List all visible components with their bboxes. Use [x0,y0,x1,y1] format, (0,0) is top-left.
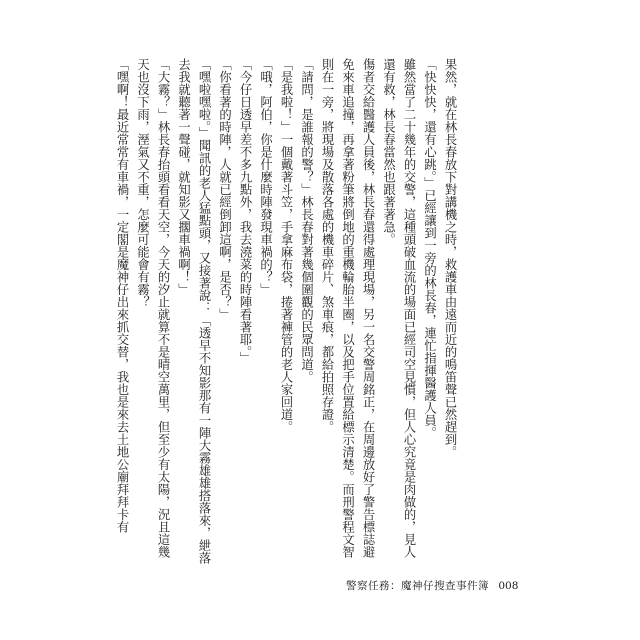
paragraph-1: 果然，就在林長春放下對講機之時，救護車由遠而近的鳴笛聲已然趕到。 [443,58,457,458]
paragraph-8: 「今仔日透早差不多九點外，我去澆菜的時陣看著耶。」 [238,58,252,365]
paragraph-5: 「請問，是誰報的警？」林長春對著幾個圍觀的民眾問道。 [299,58,314,383]
paragraph-4: 傷者交給醫護人員後，林長春還得處理現場，另一名交警周銘正，在周邊放好了警告標誌避免來車追撞，再拿著粉筆將倒地的重機輪胎半圈，以及把手位置給標示清楚。而刑警程文智則在一旁，將現場及散落各處的機車碎片、煞車痕，都給拍照存證。 [320,58,375,558]
paragraph-9: 「你看著的時陣，人就已經倒卸這啊，是否？」 [217,58,232,321]
paragraph-6: 「是我啦！」一個戴著斗笠，手拿麻布袋，捲著褲管的老人家回道。 [279,58,293,433]
paragraph-11: 「大霧？」林長春抬頭看看天空，今天的汐止就算不是晴空萬里，但至少有太陽，況且這幾天也沒下雨，溼氣又不重，怎麼可能會有霧？ [135,58,170,558]
running-title: 警察任務：魔神仔搜查事件簿 [346,580,489,592]
vertical-text-block [115,58,460,568]
paragraph-2: 「快快快，還有心跳。」已經讓到一旁的林長春，連忙指揮醫護人員。 [422,58,437,440]
paragraph-3: 雖然當了二十幾年的交警，這種頭破血流的場面已經司空見慣，但人心究竟是肉做的，見人還有救，林長春當然也跟著著急。 [381,58,416,558]
page-footer [346,578,518,593]
page-number: 008 [498,580,519,592]
paragraph-7: 「哦，阿伯，你是什麼時陣發現車禍的？」 [258,58,273,296]
paragraph-10: 「嘿啦嘿啦。」聞訊的老人猛點頭，又接著說：「透早不知影那有一陣大霧雄雄搭落來，紲落去我就聽著一聲碰，就知影又擱車禍啊！」 [176,58,211,565]
paragraph-12: 「嘿啊！最近常常有車禍，一定閣是魔神仔出來抓交替，我也是來去土地公廟拜拜卡有 [115,58,129,533]
